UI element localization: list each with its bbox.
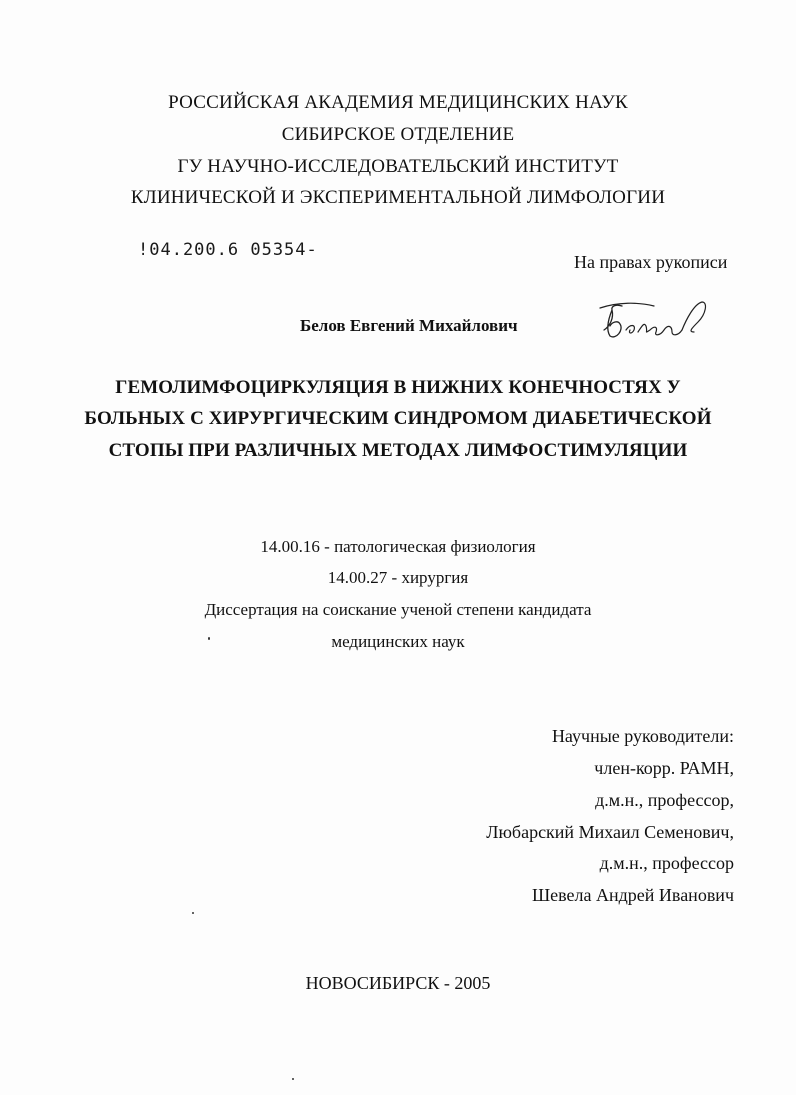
supervisor-line-3: д.м.н., профессор, bbox=[595, 790, 734, 810]
supervisor-line-2: член-корр. РАМН, bbox=[594, 758, 734, 778]
scan-speck bbox=[292, 1078, 294, 1080]
degree-line-2: медицинских наук bbox=[331, 632, 465, 651]
scan-speck bbox=[208, 637, 210, 640]
manuscript-rights: На правах рукописи bbox=[574, 252, 728, 272]
institution-line-4: КЛИНИЧЕСКОЙ И ЭКСПЕРИМЕНТАЛЬНОЙ ЛИМФОЛОГИИ bbox=[130, 187, 666, 208]
scan-speck bbox=[192, 912, 194, 914]
degree-line-1: Диссертация на соискание ученой степени кандидата bbox=[204, 600, 592, 619]
title-line-3: СТОПЫ ПРИ РАЗЛИЧНЫХ МЕТОДАХ ЛИМФОСТИМУЛЯЦИИ bbox=[108, 440, 688, 461]
institution-line-2: СИБИРСКОЕ ОТДЕЛЕНИЕ bbox=[281, 124, 515, 145]
specialty-2: 14.00.27 - хирургия bbox=[327, 568, 469, 587]
title-line-2: БОЛЬНЫХ С ХИРУРГИЧЕСКИМ СИНДРОМОМ ДИАБЕТИЧЕСКОЙ bbox=[84, 408, 712, 429]
institution-line-1: РОССИЙСКАЯ АКАДЕМИЯ МЕДИЦИНСКИХ НАУК bbox=[168, 92, 628, 113]
specialty-1: 14.00.16 - патологическая физиология bbox=[260, 537, 536, 556]
title-line-1: ГЕМОЛИМФОЦИРКУЛЯЦИЯ В НИЖНИХ КОНЕЧНОСТЯХ У bbox=[115, 377, 681, 398]
author-name: Белов Евгений Михайлович bbox=[300, 316, 518, 335]
supervisor-line-6: Шевела Андрей Иванович bbox=[532, 885, 734, 905]
city-year: НОВОСИБИРСК - 2005 bbox=[305, 973, 491, 993]
author-signature bbox=[598, 296, 710, 346]
institution-line-3: ГУ НАУЧНО-ИССЛЕДОВАТЕЛЬСКИЙ ИНСТИТУТ bbox=[177, 156, 619, 177]
registration-stamp: !04.200.6 05354- bbox=[138, 240, 318, 260]
supervisor-line-4: Любарский Михаил Семенович, bbox=[486, 822, 734, 842]
supervisor-line-5: д.м.н., профессор bbox=[599, 853, 734, 873]
supervisors-heading: Научные руководители: bbox=[551, 726, 734, 746]
